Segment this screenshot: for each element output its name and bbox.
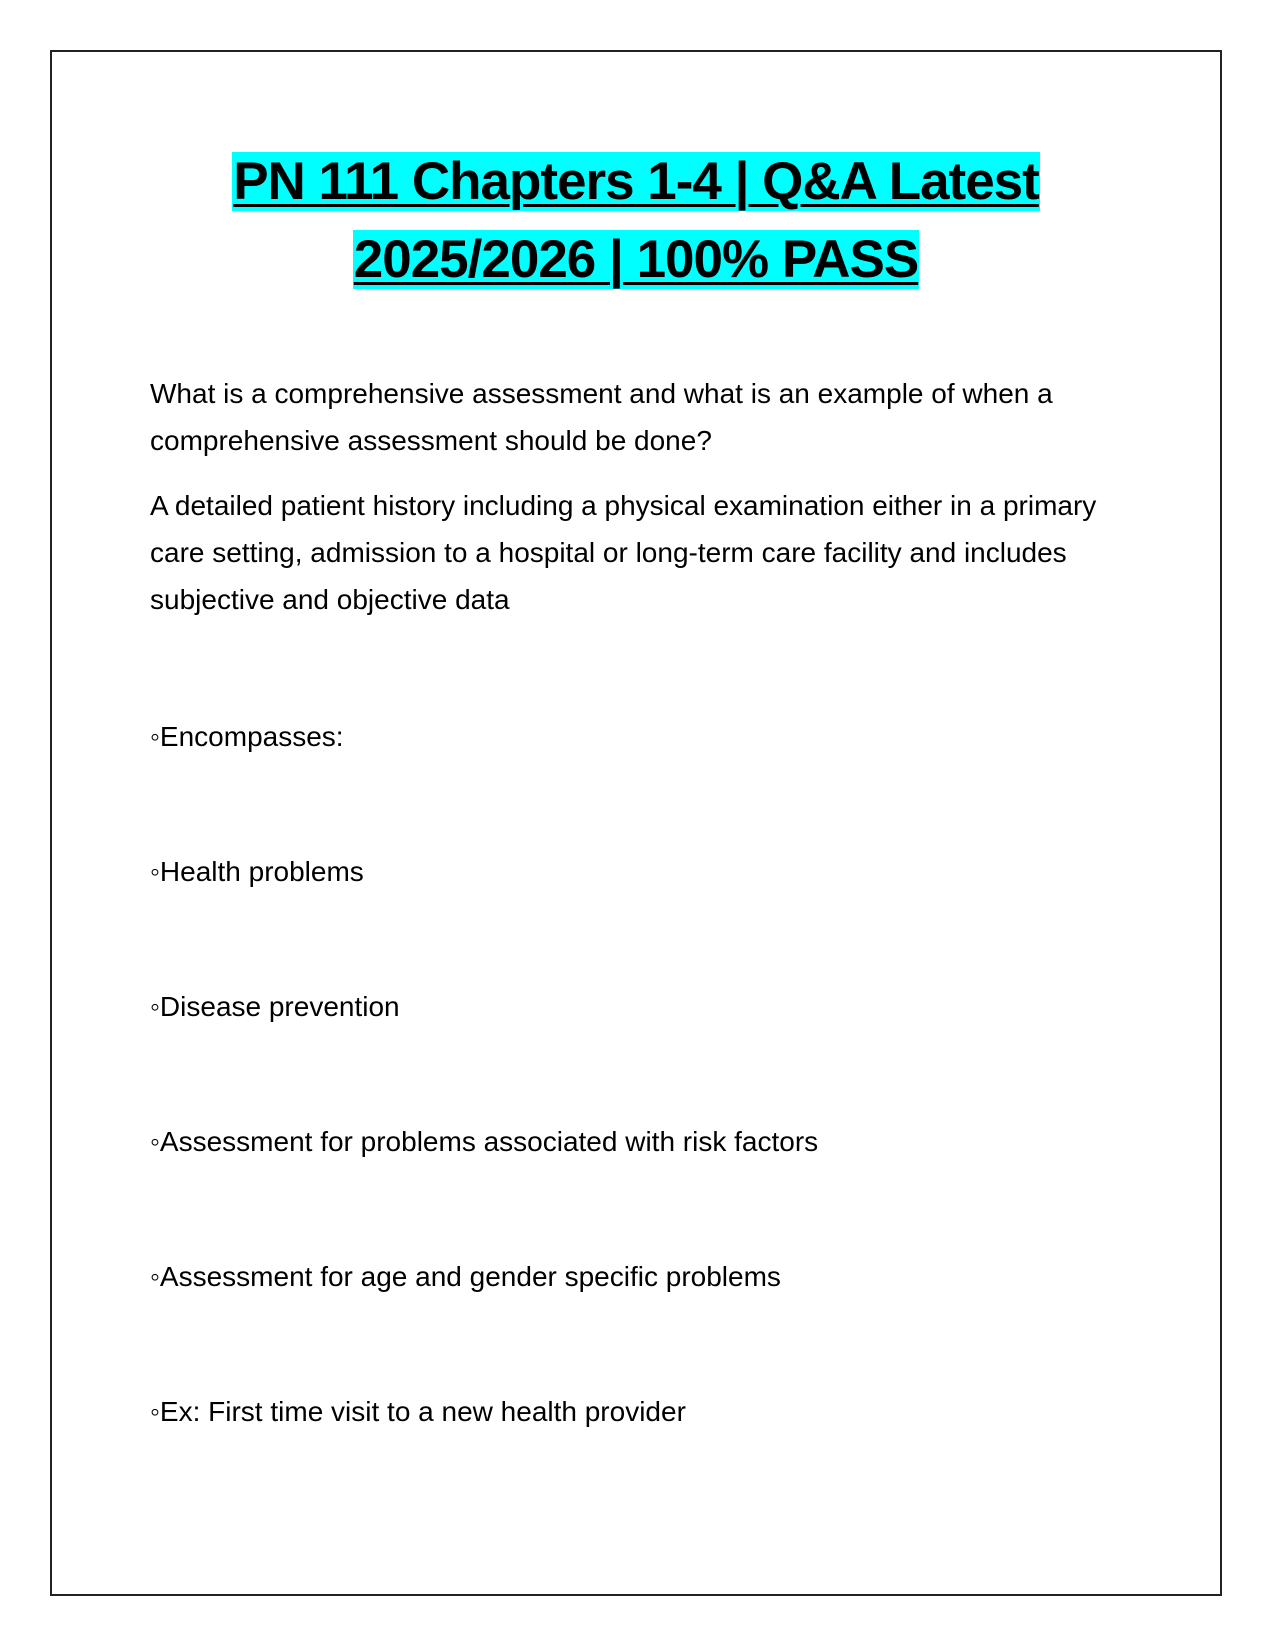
qa-content [150,370,1150,623]
bullet-item: ◦Assessment for age and gender specific problems [150,1261,781,1292]
bullet-item: ◦Ex: First time visit to a new health provider [150,1396,686,1427]
title-line-2-text: 2025/2026 | 100% PASS [353,230,919,289]
answer-text: A detailed patient history including a physical examination either in a primary care setting, admission to a hospital or long-term care facility and includes subjective and objective data [150,490,1097,615]
document-title [50,143,1222,299]
question-text: What is a comprehensive assessment and what is an example of when a comprehensive assessment should be done? [150,378,1053,456]
bullet-item: ◦Disease prevention [150,991,400,1022]
bullet-item: ◦Health problems [150,856,364,887]
title-line-2 [50,221,1222,299]
bullet-item: ◦Assessment for problems associated with risk factors [150,1126,819,1157]
title-line-1 [50,143,1222,221]
bullet-item: ◦Encompasses: [150,721,344,752]
title-line-1-text: PN 111 Chapters 1-4 | Q&A Latest [233,152,1039,211]
